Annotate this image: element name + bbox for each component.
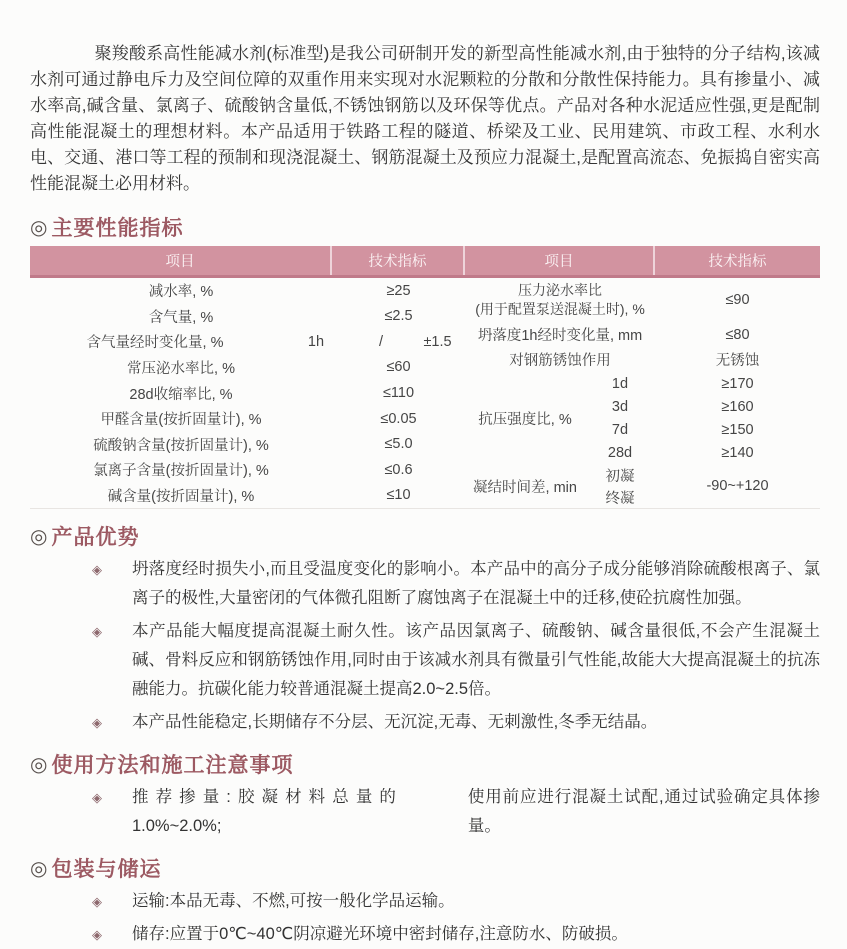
usage-list — [30, 783, 820, 841]
table-header-cell: 技术指标 — [332, 246, 465, 275]
table-left-half — [30, 278, 465, 508]
section-marker-icon: ◎ — [30, 753, 48, 776]
table-header-cell: 项目 — [465, 246, 655, 275]
row-value: ≤5.0 — [384, 436, 413, 453]
list-item-text: 本产品性能稳定,长期储存不分层、无沉淀,无毒、无刺激性,冬季无结晶。 — [132, 713, 658, 731]
table-row — [30, 355, 465, 381]
table-header-row — [30, 246, 820, 278]
dosage-text: 推荐掺量:胶凝材料总量的1.0%~2.0%; — [132, 788, 396, 835]
list-item — [92, 920, 820, 949]
list-item — [92, 617, 820, 704]
row-label: 含气量, % — [148, 309, 214, 326]
setting-ages — [585, 464, 655, 508]
strength-values — [655, 372, 820, 464]
list-item — [92, 783, 820, 841]
age-cell: 28d — [607, 444, 633, 461]
table-row — [465, 278, 820, 322]
section-marker-icon: ◎ — [30, 857, 48, 880]
row-label: 常压泌水率比, % — [127, 360, 235, 377]
table-row — [30, 483, 465, 509]
row-value: -90~+120 — [706, 478, 769, 494]
diamond-bullet-icon: ◈ — [92, 894, 102, 909]
row-value: ≥25 — [386, 282, 411, 299]
row-value: ≤0.6 — [384, 461, 413, 478]
row-value: ≤110 — [382, 385, 415, 402]
row-label: 对钢筋锈蚀作用 — [509, 353, 611, 369]
section-title: 产品优势 — [51, 526, 140, 549]
table-row — [30, 380, 465, 406]
row-time: 1h — [307, 333, 325, 350]
list-item-text: 储存:应置于0℃~40℃阴凉避光环境中密封储存,注意防水、防破损。 — [132, 925, 628, 943]
table-header-cell: 项目 — [30, 246, 332, 275]
setting-time-block — [465, 464, 820, 508]
table-row — [465, 347, 820, 372]
list-item-text: 坍落度经时损失小,而且受温度变化的影响小。本产品中的高分子成分能够消除硫酸根离子、氯离子的极性,大量密闭的气体微孔阻断了腐蚀离子在混凝土中的迁移,使砼抗腐性加强。 — [132, 560, 820, 607]
section-marker-icon: ◎ — [30, 525, 48, 548]
age-cell: 7d — [611, 421, 629, 438]
row-label: 压力泌水率比 (用于配置泵送混凝土时), % — [475, 282, 645, 317]
row-label: 凝结时间差, min — [473, 479, 577, 496]
row-value: ≥140 — [721, 444, 754, 461]
row-value: ≤2.5 — [384, 308, 413, 325]
diamond-bullet-icon: ◈ — [92, 927, 102, 942]
row-value: ≥150 — [721, 421, 754, 438]
intro-paragraph: 聚羧酸系高性能减水剂(标准型)是我公司研制开发的新型高性能减水剂,由于独特的分子结构,该减水剂可通过静电斥力及空间位障的双重作用来实现对水泥颗粒的分散和分散性保持能力。具有掺量小、减水率高,碱含量、氯离子、硫酸钠含量低,不锈蚀钢筋以及环保等优点。产品对各种水泥适应性强,更是配制高性能混凝土的理想材料。本产品适用于铁路工程的隧道、桥梁及工业、民用建筑、市政工程、水利水电、交通、港口等工程的预制和现浇混凝土、钢筋混凝土及预应力混凝土,是配置高流态、免振捣自密实高性能混凝土必用材料。 — [30, 44, 820, 193]
performance-table — [30, 246, 820, 509]
table-row — [465, 322, 820, 347]
usage-note-text: 使用前应进行混凝土试配,通过试验确定具体掺量。 — [467, 788, 820, 835]
section-title: 主要性能指标 — [51, 217, 184, 240]
table-row — [30, 278, 465, 304]
table-row — [30, 329, 465, 355]
row-value: 无锈蚀 — [715, 353, 760, 369]
section-title: 使用方法和施工注意事项 — [51, 754, 294, 777]
list-item-text — [132, 783, 820, 841]
section-marker-icon: ◎ — [30, 216, 48, 239]
row-label: 含气量经时变化量, % — [86, 335, 224, 352]
row-value: ±1.5 — [423, 333, 452, 350]
row-label: 减水率, % — [148, 284, 214, 301]
table-row — [30, 406, 465, 432]
strength-ratio-block — [465, 372, 820, 464]
list-item — [92, 708, 820, 737]
packaging-list — [30, 887, 820, 949]
list-item-text: 本产品能大幅度提高混凝土耐久性。该产品因氯离子、硫酸钠、碱含量很低,不会产生混凝土碱、骨料反应和钢筋锈蚀作用,同时由于该减水剂具有微量引气性能,故能大大提高混凝土的抗冻融能力。抗碳化能力较普通混凝土提高2.0~2.5倍。 — [132, 622, 820, 698]
row-label: 碱含量(按折固量计), % — [107, 488, 255, 505]
row-label: 硫酸钠含量(按折固量计), % — [93, 437, 269, 454]
table-row — [30, 304, 465, 330]
row-label: 氯离子含量(按折固量计), % — [93, 463, 269, 480]
row-value: ≤80 — [725, 326, 750, 343]
section-heading-packaging — [30, 855, 820, 881]
row-value: ≥160 — [721, 398, 754, 415]
advantages-list — [30, 555, 820, 737]
row-label: 甲醛含量(按折固量计), % — [100, 412, 262, 429]
diamond-bullet-icon: ◈ — [92, 715, 102, 730]
age-cell: 初凝 — [605, 468, 635, 485]
list-item-text: 运输:本品无毒、不燃,可按一般化学品运输。 — [132, 892, 455, 910]
section-title: 包装与储运 — [51, 858, 162, 881]
section-heading-usage — [30, 751, 820, 777]
age-cell: 1d — [611, 375, 629, 392]
strength-ages — [585, 372, 655, 464]
table-body — [30, 278, 820, 509]
table-right-half — [465, 278, 820, 508]
row-label: 抗压强度比, % — [478, 411, 572, 428]
row-value: ≥170 — [721, 375, 754, 392]
row-slash: / — [378, 333, 384, 350]
row-value: ≤60 — [386, 359, 411, 376]
table-row — [30, 431, 465, 457]
row-value: ≤90 — [725, 292, 750, 308]
row-value: ≤10 — [386, 487, 411, 504]
section-heading-advantages — [30, 523, 820, 549]
age-cell: 3d — [611, 398, 629, 415]
diamond-bullet-icon: ◈ — [92, 562, 102, 577]
row-label: 28d收缩率比, % — [129, 386, 233, 403]
table-row — [30, 457, 465, 483]
age-cell: 终凝 — [605, 490, 635, 507]
section-heading-performance — [30, 214, 820, 240]
diamond-bullet-icon: ◈ — [92, 624, 102, 639]
table-header-cell: 技术指标 — [708, 254, 767, 270]
list-item — [92, 887, 820, 916]
row-label: 坍落度1h经时变化量, mm — [477, 328, 643, 344]
diamond-bullet-icon: ◈ — [92, 790, 102, 805]
list-item — [92, 555, 820, 613]
row-value: ≤0.05 — [380, 410, 417, 427]
